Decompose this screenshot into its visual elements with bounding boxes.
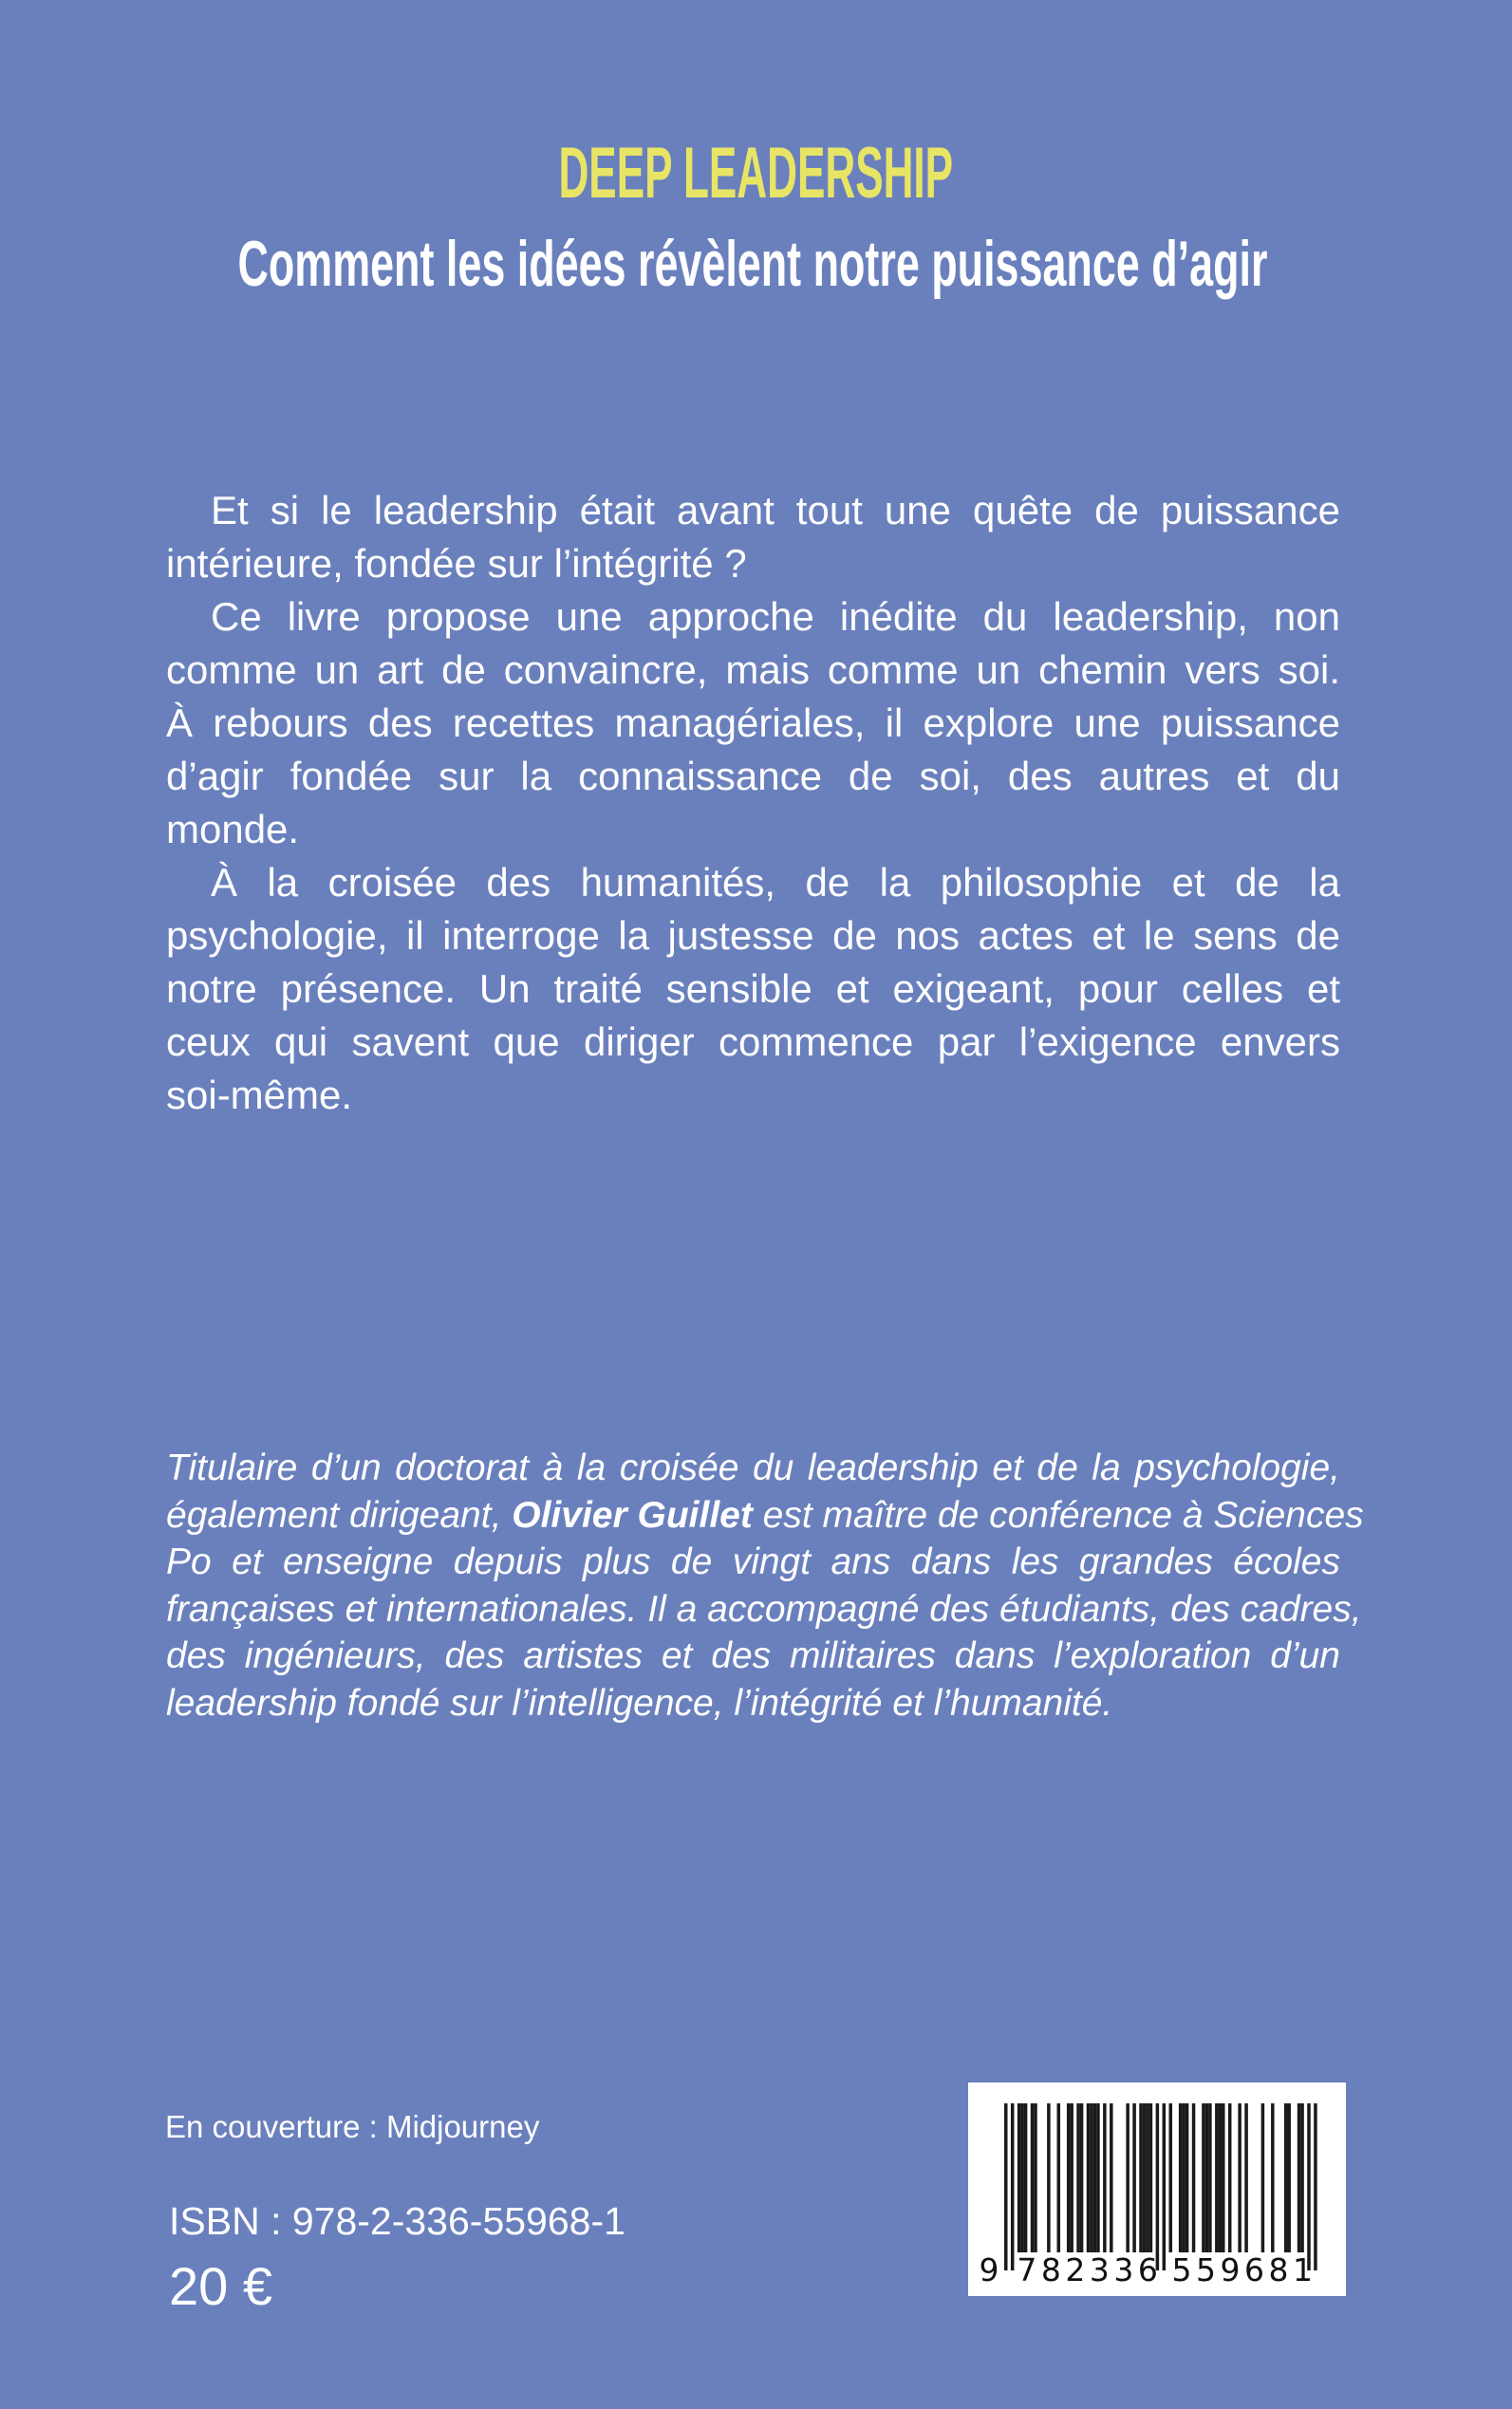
bio-line: leadership fondé sur l’intelligence, l’intégrité et l’humanité.	[166, 1682, 1113, 1724]
blurb-line: ceux qui savent que diriger commence par l’exigence envers	[166, 1019, 1340, 1064]
blurb-line: comme un art de convaincre, mais comme un chemin vers soi.	[166, 647, 1340, 692]
bio-line: françaises et internationales. Il a accompagné des étudiants, des cadres,	[166, 1588, 1362, 1630]
bio-text: est maître de conférence à Sciences	[752, 1494, 1364, 1536]
bio-line: Titulaire d’un doctorat à la croisée du leadership et de la psychologie,	[166, 1447, 1340, 1488]
bio-line: Po et enseigne depuis plus de vingt ans dans les grandes écoles	[166, 1541, 1340, 1583]
svg-text:559681: 559681	[1171, 2251, 1317, 2288]
author-name: Olivier Guillet	[512, 1494, 753, 1536]
blurb-line: À la croisée des humanités, de la philosophie et de la	[211, 860, 1340, 905]
blurb-line: monde.	[166, 807, 300, 851]
title-wrap	[0, 133, 1512, 214]
blurb-paragraph-1	[166, 484, 1340, 590]
svg-text:9: 9	[979, 2251, 999, 2288]
bio-text: également dirigeant,	[166, 1494, 513, 1536]
blurb-line: intérieure, fondée sur l’intégrité ?	[166, 541, 747, 586]
book-subtitle: Comment les idées révèlent notre puissance d’agir	[237, 228, 1267, 300]
author-bio	[166, 1445, 1364, 1727]
book-title: DEEP LEADERSHIP	[558, 133, 954, 214]
barcode	[968, 2082, 1346, 2296]
bio-line: des ingénieurs, des artistes et des militaires dans l’exploration d’un	[166, 1635, 1340, 1677]
blurb-line: d’agir fondée sur la connaissance de soi, des autres et du	[166, 754, 1340, 798]
blurb-line: soi-même.	[166, 1073, 353, 1117]
svg-text:782336: 782336	[1017, 2251, 1163, 2288]
blurb-paragraph-2	[166, 590, 1340, 856]
blurb-line: Ce livre propose une approche inédite du leadership, non	[211, 594, 1340, 639]
cover-credit: En couverture : Midjourney	[165, 2109, 540, 2144]
subtitle-wrap	[0, 226, 1508, 302]
blurb-line: psychologie, il interroge la justesse de nos actes et le sens de	[166, 913, 1340, 958]
bio-line	[166, 1492, 1364, 1540]
price: 20 €	[169, 2256, 272, 2316]
isbn: ISBN : 978-2-336-55968-1	[169, 2199, 625, 2243]
blurb-line: Et si le leadership était avant tout une quête de puissance	[211, 488, 1340, 532]
blurb	[166, 484, 1340, 1122]
blurb-paragraph-3	[166, 856, 1340, 1122]
blurb-line: À rebours des recettes managériales, il explore une puissance	[166, 700, 1340, 745]
barcode-bars	[968, 2082, 1346, 2296]
blurb-line: notre présence. Un traité sensible et exigeant, pour celles et	[166, 966, 1340, 1011]
